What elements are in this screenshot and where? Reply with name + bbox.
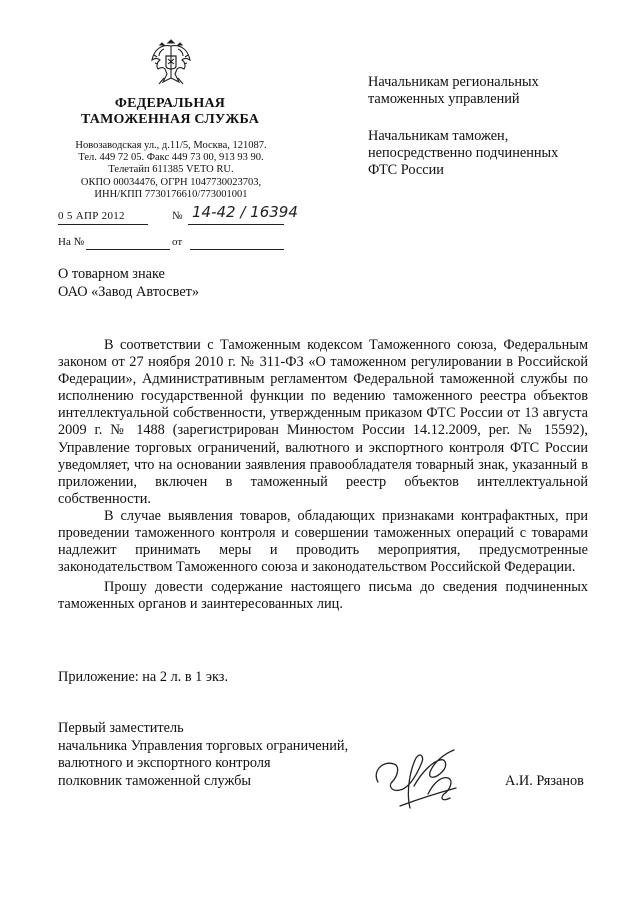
address-line: ОКПО 00034476, ОГРН 1047730023703, [80,176,262,188]
body-paragraph: Прошу довести содержание настоящего письма до сведения подчиненных таможенных органов и заинтересованных лиц. [58,579,588,613]
organization-name-line1: ФЕДЕРАЛЬНАЯ [114,96,226,111]
attachment-note: Приложение: на 2 л. в 1 экз. [58,669,229,685]
recipient-line: Начальникам региональных [368,74,539,90]
number-label: № [172,210,183,222]
registration-line [58,203,298,226]
recipient-line: непосредственно подчиненных [368,145,559,161]
recipient-group-2 [368,128,608,179]
address-line: Телетайп 611385 VETO RU. [108,164,234,176]
subject-line: О товарном знаке [58,266,165,282]
address-line: Тел. 449 72 05. Факс 449 73 00, 913 93 90. [78,152,264,164]
reply-number-label: На № [58,236,85,248]
body-paragraph: В соответствии с Таможенным кодексом Таможенного союза, Федеральным законом от 27 ноября 2010 г. № 311-ФЗ «О таможенном регулировании в Российской Федерации», Административным регламентом Федеральной таможенной службы по исполнению государственной функции по ведению таможенного реестра объектов интеллектуальной собственности, утвержденным приказом ФТС России от 13 августа 2009 г. № 1488 (зарегистрирован Минюстом России 14.12.2009, рег. № 15592), Управление торговых ограничений, валютного и экспортного контроля ФТС России уведомляет, что на основании заявления правообладателя товарный знак, указанный в приложении, включен в таможенный реестр объектов интеллектуальной собственности. [58,337,588,507]
reply-date-label: от [172,236,183,248]
document-number: 14-42 / 16394 [192,203,298,221]
letter-subject [58,265,199,301]
reply-number-field [86,249,170,250]
organization-address [58,140,284,201]
russian-emblem-icon [149,38,193,88]
number-underline [188,224,284,225]
address-line: Новозаводская ул., д.11/5, Москва, 121087. [75,140,267,151]
address-line: ИНН/КПП 7730176610/773001001 [94,188,248,200]
signer-title-line: полковник таможенной службы [58,772,252,789]
reply-reference-line [58,236,284,252]
organization-name-line2: ТАМОЖЕННАЯ СЛУЖБА [80,112,260,127]
date-underline [58,224,148,225]
letter-body [58,337,588,614]
signer-title-line: Первый заместитель [58,720,184,736]
recipient-line: Начальникам таможен, [368,128,509,144]
recipient-line: таможенных управлений [368,91,520,107]
recipient-group-1 [368,74,608,108]
organization-name [60,96,280,128]
signer-title-line: начальника Управления торговых ограничений, [58,737,349,754]
document-date: 0 5 АПР 2012 [58,210,125,222]
signer-name: А.И. Рязанов [505,773,584,789]
body-paragraph: В случае выявления товаров, обладающих признаками контрафактных, при проведении таможенного контроля и совершении таможенных операций с товарами надлежит принимать меры и проводить мероприятия, предусмотренные законодательством Таможенного союза и законодательством Российской Федерации. [58,507,588,576]
signer-title-line: валютного и экспортного контроля [58,755,271,771]
recipient-line: ФТС России [368,162,444,178]
signer-title [58,720,348,790]
reply-date-field [190,249,284,250]
subject-line: ОАО «Завод Автосвет» [58,284,200,300]
handwritten-signature [370,742,480,818]
